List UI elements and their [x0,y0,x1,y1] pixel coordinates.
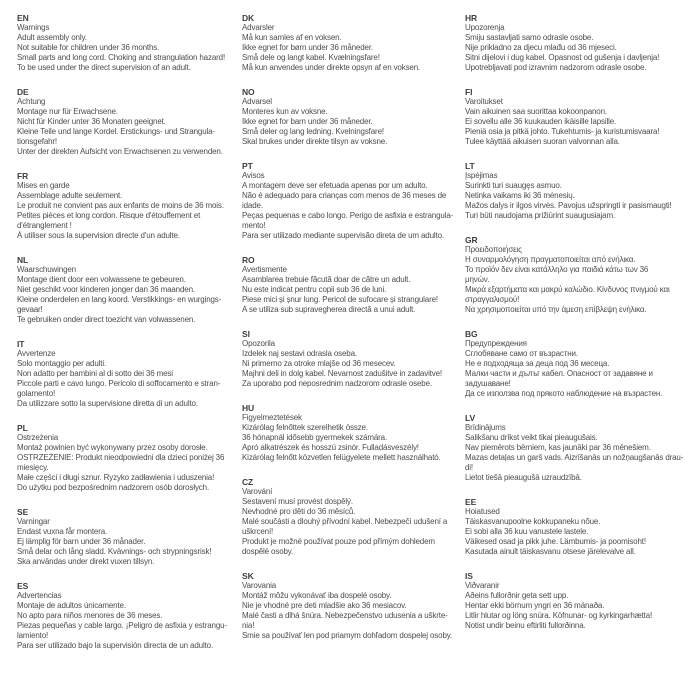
warning-line: Montage nur für Erwachsene. [17,107,118,116]
warning-line: gevaar! [17,305,43,314]
warning-line: Ej lämplig för barn under 36 månader. [17,537,146,546]
warning-title: Hoiatused [465,507,500,516]
language-code: EE [465,497,477,507]
warning-line: Smie sa používať len pod priamym dohľadom dospelej osoby. [242,631,453,640]
warning-line: Ikke egnet for barn under 36 måneder. [242,117,373,126]
warning-title: Avvertenze [17,349,56,358]
language-code: SK [242,571,254,581]
warning-line: Pieniä osia ja pitkä johto. Tukehtumis- ja kuristumisvaara! [465,127,660,136]
warning-line: Small parts and long cord. Choking and strangulation hazard! [17,53,226,62]
warning-line: Da utilizzare sotto la supervisione diretta di un adulto. [17,399,198,408]
warning-line: lamiento! [17,631,49,640]
warning-title: Mises en garde [17,181,70,190]
warning-line: Não é adequado para crianças com menos de 36 meses de [242,191,447,200]
warning-line: miesięcy. [17,463,49,472]
warning-line: Montage dient door een volwassene te gebeuren. [17,275,186,284]
warnings-column-right [465,13,689,645]
warning-line: Skal brukes under direkte tilsyn av voksne. [242,137,388,146]
warning-line: Apró alkatrészek és hosszú zsinór. Fulladásveszély! [242,443,419,452]
language-section-fr [17,171,241,241]
language-code: LT [465,161,475,171]
language-code: HU [242,403,255,413]
language-code: BG [465,329,478,339]
warning-title: Upozorenja [465,23,505,32]
language-code: DK [242,13,255,23]
warning-line: di! [465,463,473,472]
warning-line: Να χρησιμοποιείται υπό την άμεση επίβλεψη ενήλικα. [465,305,647,314]
warning-line: Väikesed osad ja pikk juhe. Lämbumis- ja poomisoht! [465,537,646,546]
warning-line: Mazas detaļas un garš vads. Aizrīšanās un nožņaugšanās drau- [465,453,684,462]
warning-title: Warnings [17,23,50,32]
warning-line: Ei sovellu alle 36 kuukauden ikäisille lapsille. [465,117,617,126]
language-code: RO [242,255,255,265]
warning-line: d'étranglement ! [17,221,72,230]
warning-line: Tulee käyttää aikuisen suoran valvonnan alla. [465,137,620,146]
language-section-pl [17,423,241,493]
language-section-dk [242,13,466,73]
warning-line: Smiju sastavljati samo odrasle osobe. [465,33,594,42]
warning-line: Montaje de adultos únicamente. [17,601,126,610]
warning-line: Μικρά εξαρτήματα και μακρύ καλώδιο. Κίνδυνος πνιγμού και [465,285,670,294]
warning-line: Nav piemērots bērniem, kas jaunāki par 36 mēnešiem. [465,443,651,452]
warning-line: Малки части и дълъг кабел. Опасност от задавяне и [465,369,653,378]
warning-line: Små dele og langt kabel. Kvælningsfare! [242,53,380,62]
warning-title: Įspėjimas [465,171,498,180]
warning-line: Ni primerno za otroke mlajše od 36 mesecev. [242,359,396,368]
warning-title: Waarschuwingen [17,265,76,274]
warning-line: Turi būti naudojama prižiūrint suaugusiajam. [465,211,616,220]
warning-line: Adult assembly only. [17,33,87,42]
warning-title: Viðvaranir [465,581,500,590]
warning-line: Aðeins fullorðnir geta sett upp. [465,591,569,600]
language-code: LV [465,413,476,423]
warning-line: Te gebruiken onder direct toezicht van volwassenen. [17,315,196,324]
warning-line: Nije prikladno za djecu mlađu od 36 mjeseci. [465,43,617,52]
language-code: CZ [242,477,254,487]
language-section-se [17,507,241,567]
warning-line: Nicht für Kinder unter 36 Monaten geeignet. [17,117,166,126]
language-section-cz [242,477,466,557]
warning-line: Not suitable for children under 36 months. [17,43,160,52]
language-section-lt [465,161,689,221]
language-section-fi [465,87,689,147]
warning-line: Non adatto per bambini al di sotto dei 36 mesi [17,369,173,378]
warning-line: Malé součásti a dlouhý přívodní kabel. Nebezpečí udušení a [242,517,448,526]
warning-line: Lietot tiešā pieaugušā uzraudzībā. [465,473,582,482]
warning-line: mento! [242,221,266,230]
warning-line: To be used under the direct supervision of an adult. [17,63,191,72]
warning-title: Προειδοποιήσεις [465,245,522,254]
warning-line: Izdelek naj sestavi odrasla oseba. [242,349,357,358]
warning-line: Petites pièces et long cordon. Risque d'étouffement et [17,211,201,220]
warning-line: golamento! [17,389,56,398]
warning-line: Да се използва под прякото наблюдение на възрастен. [465,389,663,398]
warning-line: Le produit ne convient pas aux enfants de moins de 36 mois. [17,201,224,210]
warning-line: Surinkti turi suaugęs asmuo. [465,181,562,190]
warning-line: Notist undir beinu eftirliti fullorðinna. [465,621,586,630]
warning-line: Malé časti a dlhá šnúra. Nebezpečenstvo udusenia a uškrte- [242,611,448,620]
language-code: FR [17,171,29,181]
language-code: ES [17,581,29,591]
warning-line: Peças pequenas e cabo longo. Perigo de asfixia e estrangula- [242,211,454,220]
warning-line: Montaż powinien być wykonywany przez osoby dorosłe. [17,443,208,452]
language-section-pt [242,161,466,241]
warning-line: Kizárólag felnőttek szerelhetik össze. [242,423,368,432]
warning-line: Para ser utilizado mediante supervisão direta de um adulto. [242,231,444,240]
warning-title: Varování [242,487,273,496]
warning-line: Не е подходяща за деца под 36 месеца. [465,359,610,368]
warning-line: Niet geschikt voor kinderen jonger dan 36 maanden. [17,285,195,294]
language-code: HR [465,13,478,23]
warning-line: Ei sobi alla 36 kuu vanustele lastele. [465,527,589,536]
language-section-bg [465,329,689,399]
warning-line: Hentar ekki börnum yngri en 36 mánaða. [465,601,605,610]
warning-line: Kasutada ainult täiskasvanu otsese järelevalve all. [465,547,636,556]
language-code: NO [242,87,255,97]
language-code: PL [17,423,28,433]
language-code: NL [17,255,29,265]
warning-line: Nu este indicat pentru copii sub 36 de luni. [242,285,387,294]
language-section-ro [242,255,466,315]
warning-line: tionsgefahr! [17,137,58,146]
language-section-sk [242,571,466,641]
warning-line: Endast vuxna får montera. [17,527,108,536]
warning-line: Piezas pequeñas y cable largo. ¡Peligro de asfixia y estrangu- [17,621,227,630]
warning-title: Advarsel [242,97,272,106]
warning-line: Netinka vaikams iki 36 mėnesių. [465,191,575,200]
warning-line: nia! [242,621,255,630]
warning-line: Majhni deli in dolg kabel. Nevarnost zadušitve in zadavitve! [242,369,443,378]
warning-title: Advertencias [17,591,62,600]
warning-line: Montáž môžu vykonávať iba dospelé osoby. [242,591,392,600]
language-code: DE [17,87,29,97]
warning-line: OSTRZEŻENIE: Produkt nieodpowiedni dla dzieci poniżej 36 [17,453,225,462]
warning-line: A se utiliza sub supravegherea directă a unui adult. [242,305,416,314]
warning-line: Sitni dijelovi i dug kabel. Opasnost od gušenja i davljenja! [465,53,660,62]
warnings-column-left [17,13,241,665]
warning-line: No apto para niños menores de 36 meses. [17,611,163,620]
warning-line: Må kun samles af en voksen. [242,33,342,42]
warning-line: Små deler og lang ledning. Kvelningsfare! [242,127,384,136]
language-code: IS [465,571,473,581]
language-section-nl [17,255,241,325]
warning-title: Opozorila [242,339,275,348]
warning-line: Täiskasvanupoolne kokkupaneku nõue. [465,517,601,526]
warning-line: Nie je vhodné pre deti mladšie ako 36 mesiacov. [242,601,407,610]
language-code: IT [17,339,25,349]
language-section-hr [465,13,689,73]
warning-line: 36 hónapnál idősebb gyermekek számára. [242,433,388,442]
warning-line: Piccole parti e cavo lungo. Pericolo di soffocamento e stran- [17,379,221,388]
language-section-en [17,13,241,73]
warning-line: Piese mici și șnur lung. Pericol de sufocare și strangulare! [242,295,438,304]
language-code: EN [17,13,29,23]
language-code: GR [465,235,478,245]
language-section-lv [465,413,689,483]
warning-line: Salikšanu drīkst veikt tikai pieaugušais. [465,433,598,442]
warning-line: Kleine onderdelen en lang koord. Verstikkings- en wurgings- [17,295,222,304]
language-code: PT [242,161,253,171]
warning-line: задушаване! [465,379,511,388]
language-code: FI [465,87,473,97]
language-section-es [17,581,241,651]
warning-title: Achtung [17,97,46,106]
warning-line: Kleine Teile und lange Kordel. Erstickungs- und Strangula- [17,127,215,136]
warning-title: Ostrzeżenia [17,433,59,442]
warning-line: Nevhodné pro děti do 36 měsíců. [242,507,356,516]
warning-title: Figyelmeztetések [242,413,302,422]
language-section-gr [465,235,689,315]
warning-line: μηνών. [465,275,490,284]
warning-line: dospělé osoby. [242,547,294,556]
warning-title: Предупреждения [465,339,527,348]
language-section-si [242,329,466,389]
warning-title: Varningar [17,517,50,526]
warning-line: A montagem deve ser efetuada apenas por um adulto. [242,181,428,190]
language-section-de [17,87,241,157]
warning-line: Małe części i długi sznur. Ryzyko zadławienia i uduszenia! [17,473,215,482]
warning-line: Vain aikuinen saa suorittaa kokoonpanon. [465,107,607,116]
language-section-it [17,339,241,409]
warning-line: Za uporabo pod neposrednim nadzorom odrasle osebe. [242,379,432,388]
warning-line: Asamblarea trebuie făcută doar de către un adult. [242,275,411,284]
warning-line: Το προϊόν δεν είναι κατάλληλο για παιδιά κάτω των 36 [465,265,649,274]
warning-line: Litlir hlutar og löng snúra. Köfnunar- og kyrkingarhætta! [465,611,653,620]
warning-line: uškrcení! [242,527,274,536]
language-section-no [242,87,466,147]
warning-title: Varoitukset [465,97,503,106]
language-section-is [465,571,689,631]
warning-line: Solo montaggio per adulti. [17,359,107,368]
warning-title: Brīdinājums [465,423,506,432]
warning-line: Upotrebljavati pod izravnim nadzorom odrasle osobe. [465,63,647,72]
warning-title: Avertismente [242,265,287,274]
warning-line: Produkt je možné používat pouze pod přímým dohledem [242,537,435,546]
warning-line: Monteres kun av voksne. [242,107,328,116]
warning-line: Mažos dalys ir ilgos virvės. Pavojus užspringti ir pasismaugti! [465,201,672,210]
language-section-ee [465,497,689,557]
warning-title: Advarsler [242,23,275,32]
warning-line: idade. [242,201,263,210]
warning-line: Para ser utilizado bajo la supervisión directa de un adulto. [17,641,214,650]
warning-line: Kizárólag felnőtt közvetlen felügyelete mellett használható. [242,453,441,462]
warning-line: À utiliser sous la supervision directe d'un adulte. [17,231,180,240]
warning-title: Varovania [242,581,277,590]
warning-line: Må kun anvendes under direkte opsyn af en voksen. [242,63,421,72]
warning-line: Ikke egnet for børn under 36 måneder. [242,43,373,52]
language-section-hu [242,403,466,463]
language-code: SE [17,507,29,517]
warnings-column-middle [242,13,466,655]
warning-line: Sestavení musí provést dospělý. [242,497,353,506]
warning-line: στραγγαλισμού! [465,295,520,304]
warning-line: Unter der direkten Aufsicht von Erwachsenen zu verwenden. [17,147,223,156]
warning-line: Η συναρμολόγηση πραγματοποιείται από ενήλικα. [465,255,636,264]
warning-line: Assemblage adulte seulement. [17,191,123,200]
warning-line: Сглобяване само от възрастни. [465,349,578,358]
warning-title: Avisos [242,171,265,180]
warning-line: Ska användas under direkt vuxen tillsyn. [17,557,155,566]
warning-line: Små delar och lång sladd. Kvävnings- och strypningsrisk! [17,547,212,556]
warning-line: Do użytku pod bezpośrednim nadzorem osób dorosłych. [17,483,210,492]
language-code: SI [242,329,250,339]
